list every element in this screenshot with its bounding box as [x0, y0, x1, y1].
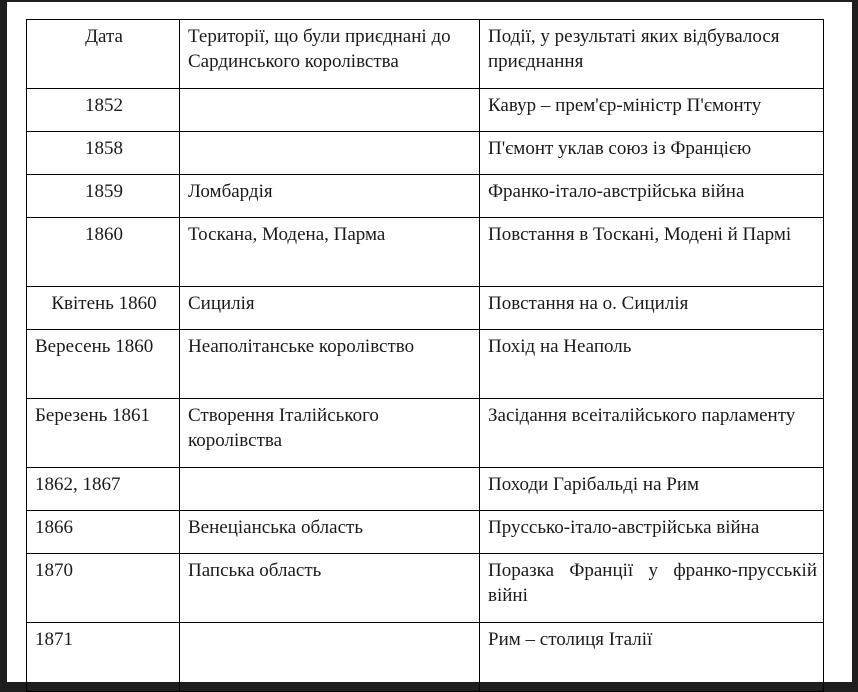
- cell-date: 1870: [27, 554, 180, 623]
- table-row: [27, 623, 824, 692]
- cell-date: 1860: [27, 218, 180, 287]
- table-row: [27, 287, 824, 330]
- table-row: [27, 132, 824, 175]
- cell-date: 1866: [27, 511, 180, 554]
- table-row: [27, 399, 824, 468]
- table-row: [27, 175, 824, 218]
- cell-territory: Тоскана, Модена, Парма: [180, 218, 480, 287]
- cell-territory: [180, 132, 480, 175]
- table-row: [27, 330, 824, 399]
- cell-event: П'ємонт уклав союз із Францією: [480, 132, 824, 175]
- header-territories: Території, що були приєднані до Сардинського королівства: [180, 20, 480, 89]
- cell-event: Повстання в Тоскані, Модені й Пармі: [480, 218, 824, 287]
- cell-date: 1859: [27, 175, 180, 218]
- cell-territory: Папська область: [180, 554, 480, 623]
- cell-date: Вересень 1860: [27, 330, 180, 399]
- table-row: [27, 554, 824, 623]
- cell-territory: Венеціанська область: [180, 511, 480, 554]
- header-date: Дата: [27, 20, 180, 89]
- table-row: [27, 511, 824, 554]
- cell-event: Засідання всеіталійського парламенту: [480, 399, 824, 468]
- cell-territory: Сицилія: [180, 287, 480, 330]
- table-row: [27, 468, 824, 511]
- cell-date: 1871: [27, 623, 180, 692]
- cell-event: Повстання на о. Сицилія: [480, 287, 824, 330]
- table-header-row: [27, 20, 824, 89]
- cell-event: Прусcько-італо-австрійська війна: [480, 511, 824, 554]
- cell-event: Рим – столиця Італії: [480, 623, 824, 692]
- document-page: [7, 2, 852, 682]
- table-row: [27, 89, 824, 132]
- cell-territory: Ломбардія: [180, 175, 480, 218]
- cell-event: Кавур – прем'єр-міністр П'ємонту: [480, 89, 824, 132]
- cell-date: 1862, 1867: [27, 468, 180, 511]
- table-row: [27, 218, 824, 287]
- cell-event: Поразка Франції у франко-прусській війні: [480, 554, 824, 623]
- cell-date: Березень 1861: [27, 399, 180, 468]
- cell-date: 1852: [27, 89, 180, 132]
- cell-date: Квітень 1860: [27, 287, 180, 330]
- cell-territory: Створення Італійського королівства: [180, 399, 480, 468]
- cell-territory: [180, 89, 480, 132]
- cell-date: 1858: [27, 132, 180, 175]
- header-events: Події, у результаті яких відбувалося приєднання: [480, 20, 824, 89]
- history-table: [26, 19, 824, 692]
- cell-event: Похід на Неаполь: [480, 330, 824, 399]
- cell-territory: [180, 623, 480, 692]
- cell-event: Походи Гарібальді на Рим: [480, 468, 824, 511]
- cell-territory: [180, 468, 480, 511]
- cell-event: Франко-італо-австрійська війна: [480, 175, 824, 218]
- cell-territory: Неаполітанське королівство: [180, 330, 480, 399]
